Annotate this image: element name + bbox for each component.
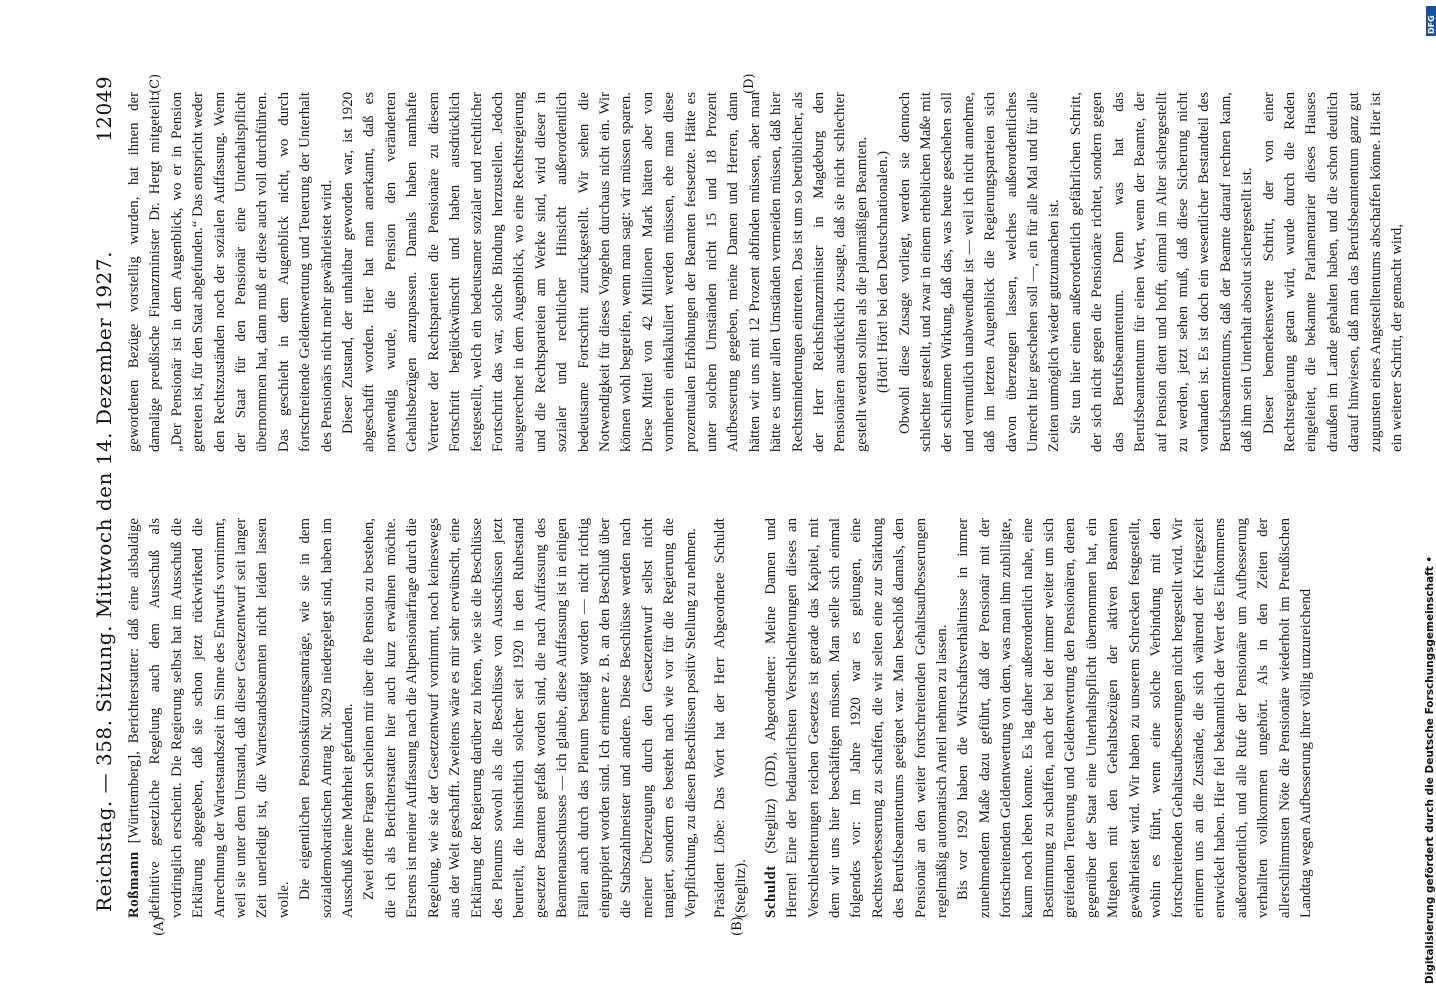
margin-mark-a: (A) — [152, 916, 167, 936]
president-line: Präsident Löbe: Das Wort hat der Herr Abgeordnete Schuldt (Steglitz). — [711, 518, 750, 918]
paragraph: Sie tun hier einen außerordentlich gefährlichen Schritt, der sich nicht gegen die Pensionäre richtet, sondern gegen das Berufsbeamtentum. Denn was hat das Berufsbeamtentum für einen Wert, wenn der Beamte, der auf Pension dient und hofft, einmal im Alter sichergestellt zu werden, jetzt sehen muß, daß diese Sicherung nicht vorhanden ist. Es ist doch ein wesentlicher Bestandteil des Berufsbeamtentums, daß der Beamte darauf rechnen kann, daß ihm sein Unterhalt absolut sichergestellt ist. — [1067, 92, 1256, 452]
margin-mark-b: (B) — [730, 916, 745, 936]
header-title: Reichstag. — 358. Sitzung. Mittwoch den 14. Dezember 1927. — [92, 251, 116, 912]
paragraph: Dieser Zustand, der unhaltbar geworden war, ist 1920 abgeschafft worden. Hier hat man anerkannt, daß es notwendig wurde, die Pension den veränderten Gehaltsbezügen anzupassen. Damals haben namhafte Vertreter der Rechtsparteien die Pensionäre zu diesem Fortschritt beglückwünscht und haben ausdrücklich festgestellt, welch ein bedeutsamer sozialer und rechtlicher Fortschritt das war, solche Bindung herzustellen. Jedoch ausgerechnet in dem Augenblick, wo eine Rechtsregierung und die Rechtsparteien am Werke sind, wird dieser in sozialer und rechtlicher Hinsicht außerordentlich bedeutsame Fortschritt zurückgestellt. Wir sehen die Notwendigkeit für dieses Vorgehen durchaus nicht ein. Wir können wohl begreifen, wenn man sagt: wir müssen sparen. Diese Mittel von 42 Millionen Mark hätten aber von vornherein einkalkuliert werden müssen, ehe man diese prozentualen Erhöhungen der Beamten festsetzte. Hätte es unter solchen Umständen nicht 15 und 18 Prozent Aufbesserung gegeben, meine Damen und Herren, dann hätten wir uns mit 12 Prozent abfinden müssen, aber man hätte es unter allen Umständen vermeiden müssen, daß hier Rechtsminderungen eintreten. Das ist um so betrüblicher, als der Herr Reichsfinanzminister in Magdeburg den Pensionären ausdrücklich zusagte, daß sie nicht schlechter gestellt werden sollten als die planmäßigen Beamten. — [340, 92, 870, 452]
column-right — [124, 92, 1405, 452]
dfg-logo: DFG — [1426, 6, 1436, 36]
speaker-meta: (Steglitz) (DD), Abgeordneter: Meine Damen und Herren! — [762, 518, 801, 918]
speaker-meta: [Württemberg], Berichterstatter: — [126, 647, 142, 852]
paragraph: Dieser bemerkenswerte Schritt, der von einer Rechtsregierung getan wird, wurde durch die Reden eingeleitet, die bekannte Parlamentarier dieses Hauses draußen im Lande gehalten haben, und die schon deutlich darauf hinwiesen, daß man das Berufsbeamtentum ganz gut zugunsten eines Angestelltentums abschaffen könne. Hier ist ein weiterer Schritt, der gemacht wird, — [1260, 92, 1405, 452]
paragraph: daß eine alsbaldige definitive gesetzliche Regelung auch dem Ausschuß als vordringlich erscheint. Die Regierung selbst hat im Ausschuß die Erklärung abgegeben, daß sie schon jetzt rückwirkend die Anrechnung der Wartestandszeit im Sinne des Entwurfs vornimmt, weil sie unter dem Umstand, daß dieser Gesetzentwurf seit langer Zeit unerledigt ist, die Wartestandsbeamten nicht leiden lassen wolle. — [126, 518, 292, 918]
interjection: (Hört! Hört! bei den Deutschnationalen.) — [875, 151, 892, 394]
paragraph: Eine der bedauerlichsten Verschlechterungen dieses an Verschlechterungen reichen Gesetzes ist gerade das Kapitel, mit dem wir uns hier beschäftigen müssen. Man stelle sich einmal folgendes vor: Im Jahre 1920 war es gelungen, eine Rechtsverbesserung zu schaffen, die wir selten eine zur Stärkung des Berufsbeamtentums geeignet war. Man beschloß damals, den Pensionär an den weiter fortschreitenden Gehaltsaufbesserungen regelmäßig automatisch Anteil nehmen zu lassen. — [784, 518, 951, 918]
page-header — [92, 12, 116, 912]
column-left — [124, 518, 1314, 918]
speaker-paragraph — [761, 518, 954, 918]
paragraph: Bis vor 1920 haben die Wirtschaftsverhältnisse in immer zunehmendem Maße dazu geführt, daß der Pensionär mit der fortschreitenden Geldentwertung von dem, was man ihm zubilligte, kaum noch leben konnte. Es lag daher außerordentlich nahe, eine Bestimmung zu schaffen, nach der bei der immer weiter um sich greifenden Teuerung und Geldentwertung den Pensionären, denen gegenüber der Staat eine Unterhaltspflicht übernommen hat, ein Mitgehen mit den Gehaltsbezügen der aktiven Beamten gewährleistet wird. Wir haben zu unserem Schrecken festgestellt, wohin es führt, wenn eine solche Verbindung mit den fortschreitenden Gehaltsaufbesserungen nicht hergestellt wird. Wir erinnern uns an die Zustände, die sich während der Kriegszeit entwickelt haben. Hier fiel bekanntlich der Wert des Einkommens außerordentlich, und alle Rufe der Pensionäre um Aufbesserung verhallten vollkommen ungehört. Als in den Zeiten der allerschlimmsten Nöte die Pensionäre wiederholt im Preußischen Landtag wegen Aufbesserung ihrer völlig unzureichend — [955, 518, 1314, 918]
speaker-paragraph — [124, 518, 295, 918]
margin-mark-d: (D) — [742, 73, 757, 94]
speaker-name: Schuldt — [762, 865, 779, 918]
margin-mark-c: (C) — [148, 73, 163, 94]
paragraph: gewordenen Bezüge vorstellig wurden, hat ihnen der damalige preußische Finanzminister Dr. Hergt mitgeteilt: „Der Pensionär ist in dem Augenblick, wo er in Pension getreten ist, für den Staat abgefunden.“ Das entspricht weder den Rechtszuständen noch der sozialen Auffassung. Wenn der Staat für den Pensionär eine Unterhaltspflicht übernommen hat, dann muß er diese auch voll durchführen. Das geschieht in dem Augenblick nicht, wo durch fortschreitende Geldentwertung und Teuerung der Unterhalt des Pensionärs nicht mehr gewährleistet wird. — [126, 92, 335, 452]
paragraph: Die eigentlichen Pensionskürzungsanträge, wie sie in dem sozialdemokratischen Antrag Nr. 3029 niedergelegt sind, haben im Ausschuß keine Mehrheit gefunden. — [297, 518, 357, 918]
digitization-note: Digitalisierung gefördert durch die Deutsche Forschungsgemeinschaft • — [1424, 555, 1436, 984]
paragraph: Obwohl diese Zusage vorliegt, werden sie dennoch schlechter gestellt, und zwar in einem erheblichen Maße mit der schlimmen Wirkung, daß das, was heute geschehen soll und vermutlich unabwendbar ist — weil ich nicht annehme, daß im letzten Augenblick die Regierungsparteien sich davon überzeugen lassen, welches außerordentliches Unrecht hier geschehen soll —, ein für alle Mal und für alle Zeiten unmöglich wieder gutzumachen ist. — [896, 92, 1063, 452]
page-number: 12049 — [92, 75, 116, 142]
speaker-name: Roßmann — [126, 851, 142, 918]
paragraph: Zwei offene Fragen scheinen mir über die Pension zu bestehen, die ich als Berichterstatter hier auch kurz erwähnen möchte. Erstens ist meiner Auffassung nach die Altpensionärfrage durch die Regelung, wie sie der Gesetzentwurf vornimmt, noch keineswegs aus der Welt geschafft. Zweitens wäre es mir sehr erwünscht, eine Erklärung der Regierung darüber zu hören, wie sie die Beschlüsse des Plenums sowohl als die Beschlüsse von Ausschüssen jetzt beurteilt, die hinsichtlich solcher seit 1920 in den Ruhestand gesetzter Beamten gefaßt worden sind, die nach Auffassung des Beamtenausschusses — ich glaube, diese Auffassung ist in einigen Fällen auch durch das Plenum bestätigt worden — nicht richtig eingruppiert worden sind. Ich erinnere z. B. an den Beschluß über die Stabszahlmeister und andere. Diese Beschlüsse werden nach meiner Überzeugung durch den Gesetzentwurf selbst nicht tangiert, sondern es besteht nach wie vor für die Regierung die Verpflichtung, zu diesen Beschlüssen positiv Stellung zu nehmen. — [361, 518, 699, 918]
